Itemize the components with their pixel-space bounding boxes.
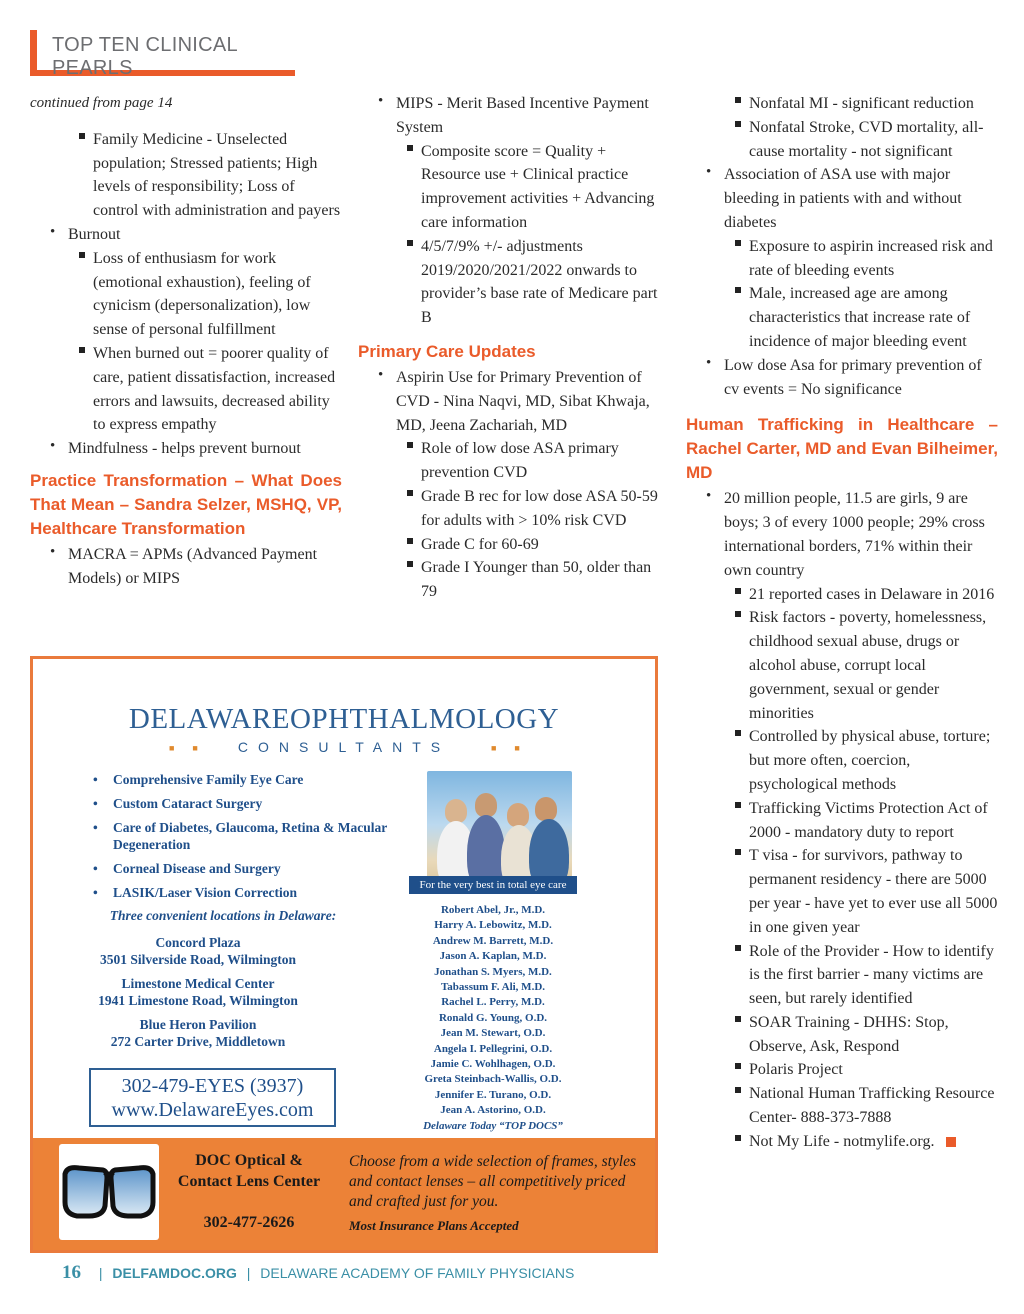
- col3-list-2: [686, 487, 998, 1153]
- doctor-name: Harry A. Lebowitz, M.D.: [434, 919, 552, 932]
- family-photo: [427, 771, 572, 891]
- ad-phone: 302-479-EYES (3937): [121, 1075, 304, 1097]
- bullet-item: Controlled by physical abuse, torture; but more often, coercion, psychological methods: [686, 725, 998, 796]
- insurance-note: Most Insurance Plans Accepted: [349, 1218, 519, 1233]
- locations-title: Three convenient locations in Delaware:: [109, 908, 337, 923]
- location-name: Limestone Medical Center: [121, 976, 275, 991]
- doctor-name: Jason A. Kaplan, M.D.: [439, 950, 547, 963]
- ad-website[interactable]: www.DelawareEyes.com: [111, 1099, 314, 1121]
- doctor-name: Robert Abel, Jr., M.D.: [440, 904, 546, 916]
- bullet-item: Grade C for 60-69: [358, 533, 666, 557]
- ad-tagline: For the very best in total eye care: [409, 876, 577, 894]
- doctor-name: Jean A. Astorino, O.D.: [440, 1104, 546, 1117]
- col1-list-2: [30, 543, 342, 591]
- col2-list: [358, 92, 666, 330]
- bullet-item: Trafficking Victims Protection Act of 2000 - mandatory duty to report: [686, 797, 998, 845]
- location-address: 272 Carter Drive, Middletown: [110, 1034, 286, 1049]
- service-item: • Care of Diabetes, Glaucoma, Retina & Macular Degeneration: [89, 819, 389, 853]
- col1-list: [30, 128, 342, 461]
- bullet-item: Role of the Provider - How to identify is the first barrier - many victims are seen, but rarely identified: [686, 940, 998, 1011]
- section-title: TOP TEN CLINICAL PEARLS: [52, 34, 238, 79]
- bullet-item: Role of low dose ASA primary prevention CVD: [358, 437, 666, 485]
- optical-name: DOC Optical & Contact Lens Center: [177, 1152, 321, 1190]
- location-address: 3501 Silverside Road, Wilmington: [99, 952, 297, 967]
- doctor-name: Andrew M. Barrett, M.D.: [432, 934, 554, 947]
- top-docs-note: Delaware Today “TOP DOCS”: [423, 1119, 563, 1132]
- footer-separator: |: [246, 1265, 251, 1281]
- location-name: Concord Plaza: [155, 935, 241, 950]
- doctors-list: [397, 903, 589, 1134]
- bullet-item: • MIPS - Merit Based Incentive Payment System: [358, 92, 666, 140]
- bullet-item: Polaris Project: [686, 1058, 998, 1082]
- doctor-name: Ronald G. Young, O.D.: [438, 1011, 548, 1024]
- optical-description: Choose from a wide selection of frames, styles and contact lenses – all competitively priced and crafted just for you.: [349, 1153, 637, 1210]
- bullet-item: Not My Life - notmylife.org.: [686, 1130, 998, 1154]
- bullet-item: 4/5/7/9% +/- adjustments 2019/2020/2021/2022 onwards to provider’s base rate of Medicare part B: [358, 235, 666, 330]
- doctor-name: Jean M. Stewart, O.D.: [440, 1027, 546, 1040]
- bullet-item: Nonfatal MI - significant reduction: [686, 92, 998, 116]
- human-trafficking-heading: Human Trafficking in Healthcare – Rachel Carter, MD and Evan Bilheimer, MD: [686, 415, 998, 483]
- bullet-item: • Burnout: [30, 223, 342, 247]
- eyeglasses-icon: [59, 1144, 159, 1240]
- services-list: [89, 771, 389, 908]
- continued-note: continued from page 14: [30, 95, 173, 111]
- footer-separator: |: [98, 1265, 103, 1281]
- doctor-name: Jonathan S. Myers, M.D.: [434, 965, 552, 978]
- page-footer: [62, 1262, 574, 1284]
- bullet-item: Loss of enthusiasm for work (emotional exhaustion), feeling of cynicism (depersonalization), low sense of personal fulfillment: [30, 247, 342, 342]
- bullet-item: • Association of ASA use with major bleeding in patients with and without diabetes: [686, 163, 998, 234]
- bullet-item: • Low dose Asa for primary prevention of cv events = No significance: [686, 354, 998, 402]
- page-number: 16: [62, 1262, 81, 1283]
- service-item: • Custom Cataract Surgery: [89, 795, 389, 812]
- col3-list: [686, 92, 998, 401]
- location-name: Blue Heron Pavilion: [139, 1017, 257, 1032]
- end-of-article-icon: [946, 1137, 956, 1147]
- service-item: • Corneal Disease and Surgery: [89, 860, 389, 877]
- bullet-item: Exposure to aspirin increased risk and rate of bleeding events: [686, 235, 998, 283]
- bullet-item: SOAR Training - DHHS: Stop, Observe, Ask, Respond: [686, 1011, 998, 1059]
- doctor-name: Jennifer E. Turano, O.D.: [434, 1088, 552, 1101]
- col2-list-2: [358, 366, 666, 604]
- primary-care-heading: Primary Care Updates: [358, 341, 536, 361]
- bullet-item: Male, increased age are among characteristics that increase rate of incidence of major bleeding event: [686, 282, 998, 353]
- column-1: [30, 92, 342, 591]
- doctor-name: Jamie C. Wohlhagen, O.D.: [430, 1058, 556, 1071]
- practice-transformation-heading: Practice Transformation – What Does That Mean – Sandra Selzer, MSHQ, VP, Healthcare Transformation: [30, 470, 342, 538]
- bullet-item: • Aspirin Use for Primary Prevention of CVD - Nina Naqvi, MD, Sibat Khwaja, MD, Jeena Zachariah, MD: [358, 366, 666, 437]
- optical-phone: 302-477-2626: [203, 1214, 295, 1231]
- column-3: [686, 92, 998, 1154]
- bullet-item: • MACRA = APMs (Advanced Payment Models) or MIPS: [30, 543, 342, 591]
- bullet-item: National Human Trafficking Resource Center- 888-373-7888: [686, 1082, 998, 1130]
- location-blue-heron: [73, 1016, 323, 1050]
- doctor-name: Angela I. Pellegrini, O.D.: [433, 1042, 553, 1055]
- logo-dots-left: ■■: [169, 743, 216, 753]
- location-concord: [73, 934, 323, 968]
- bullet-item: Grade B rec for low dose ASA 50-59 for adults with > 10% risk CVD: [358, 485, 666, 533]
- service-item: • LASIK/Laser Vision Correction: [89, 884, 389, 901]
- bullet-item: • 20 million people, 11.5 are girls, 9 are boys; 3 of every 1000 people; 29% cross international borders, 71% within their own country: [686, 487, 998, 582]
- ad-logo: DELAWAREOPHTHALMOLOGY: [128, 703, 560, 735]
- bullet-item: Composite score = Quality + Resource use + Clinical practice improvement activities + Advancing care information: [358, 140, 666, 235]
- footer-site[interactable]: DELFAMDOC.ORG: [112, 1265, 237, 1281]
- location-address: 1941 Limestone Road, Wilmington: [98, 993, 298, 1008]
- bullet-item: Grade I Younger than 50, older than 79: [358, 556, 666, 604]
- bullet-item: Nonfatal Stroke, CVD mortality, all-cause mortality - not significant: [686, 116, 998, 164]
- doctor-name: Greta Steinbach-Wallis, O.D.: [424, 1073, 562, 1086]
- doctor-name: Tabassum F. Ali, M.D.: [440, 981, 546, 994]
- section-header: [30, 30, 295, 79]
- column-2: [358, 92, 666, 604]
- advertisement: [30, 656, 658, 1253]
- contact-box: [89, 1068, 336, 1127]
- bullet-item: Risk factors - poverty, homelessness, childhood sexual abuse, drugs or alcohol abuse, corrupt local government, sexual or gender minorities: [686, 606, 998, 725]
- logo-dots-right: ■■: [491, 743, 538, 753]
- doctor-name: Rachel L. Perry, M.D.: [441, 996, 545, 1009]
- footer-org: DELAWARE ACADEMY OF FAMILY PHYSICIANS: [260, 1265, 575, 1281]
- ad-consultants: CONSULTANTS: [237, 739, 451, 755]
- bullet-item: Family Medicine - Unselected population; Stressed patients; High levels of responsibility; Loss of control with administration and payers: [30, 128, 342, 223]
- bullet-item: • Mindfulness - helps prevent burnout: [30, 437, 342, 461]
- bullet-item: When burned out = poorer quality of care, patient dissatisfaction, increased errors and lawsuits, decreased ability to express empathy: [30, 342, 342, 437]
- service-item: • Comprehensive Family Eye Care: [89, 771, 389, 788]
- location-limestone: [73, 975, 323, 1009]
- optical-banner: [33, 1138, 655, 1250]
- bullet-item: T visa - for survivors, pathway to permanent residency - there are 5000 per year - have yet to ever use all 5000 in one given year: [686, 844, 998, 939]
- bullet-item: 21 reported cases in Delaware in 2016: [686, 583, 998, 607]
